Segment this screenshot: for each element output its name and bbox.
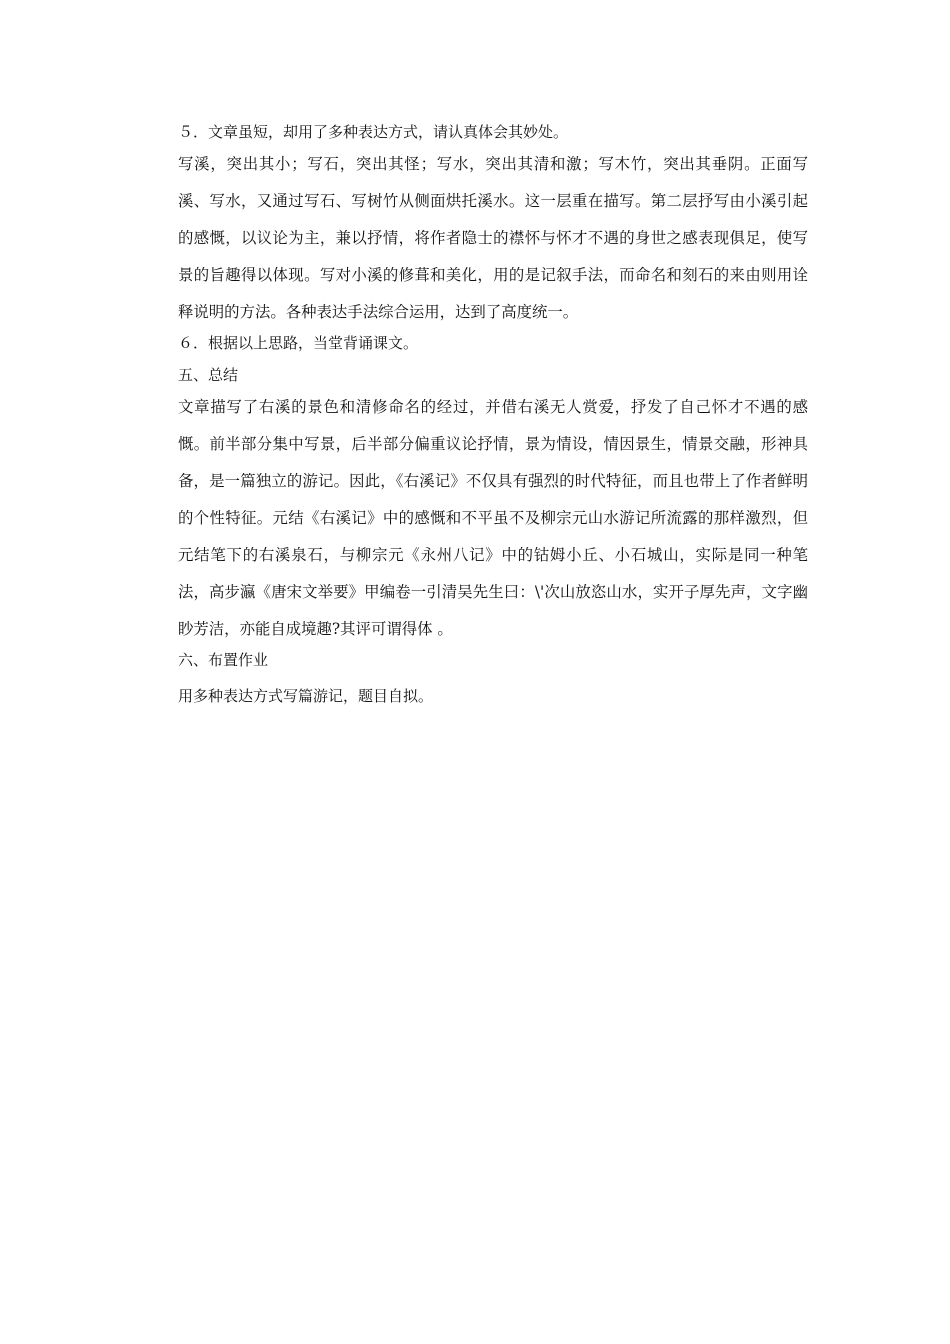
document-page [178,122,808,706]
section-5-heading: 五、总结 [178,366,239,384]
question-6-title: ６．根据以上思路，当堂背诵课文。 [178,334,419,352]
section-6-heading: 六、布置作业 [178,651,269,669]
question-5-answer: 写溪，突出其小；写石，突出其怪；写水，突出其清和激；写木竹，突出其垂阴。正面写溪、写水，又通过写石、写树竹从侧面烘托溪水。这一层重在描写。第二层抒写由小溪引起的感慨，以议论为主，兼以抒情，将作者隐士的襟怀与怀才不遇的身世之感表现俱足，使写景的旨趣得以体现。写对小溪的修葺和美化，用的是记叙手法，而命名和刻石的来由则用诠释说明的方法。各种表达手法综合运用，达到了高度统一。 [178,155,808,321]
section-5-body: 文章描写了右溪的景色和清修命名的经过，并借右溪无人赏爱，抒发了自己怀才不遇的感慨。前半部分集中写景，后半部分偏重议论抒情，景为情设，情因景生，情景交融，形神具备，是一篇独立的游记。因此，《右溪记》不仅具有强烈的时代特征，而且也带上了作者鲜明的个性特征。元结《右溪记》中的感慨和不平虽不及柳宗元山水游记所流露的那样激烈，但元结笔下的右溪泉石，与柳宗元《永州八记》中的钴姆小丘、小石城山，实际是同一种笔法，高步瀛《唐宋文举要》甲编卷一引清吴先生曰：\'次山放恣山水，实开子厚先声，文字幽眇芳洁，亦能自成境趣?其评可谓得体 。 [178,398,808,638]
section-6-body: 用多种表达方式写篇游记，题目自拟。 [178,687,434,705]
question-5-title: ５．文章虽短，却用了多种表达方式，请认真体会其妙处。 [178,123,569,141]
